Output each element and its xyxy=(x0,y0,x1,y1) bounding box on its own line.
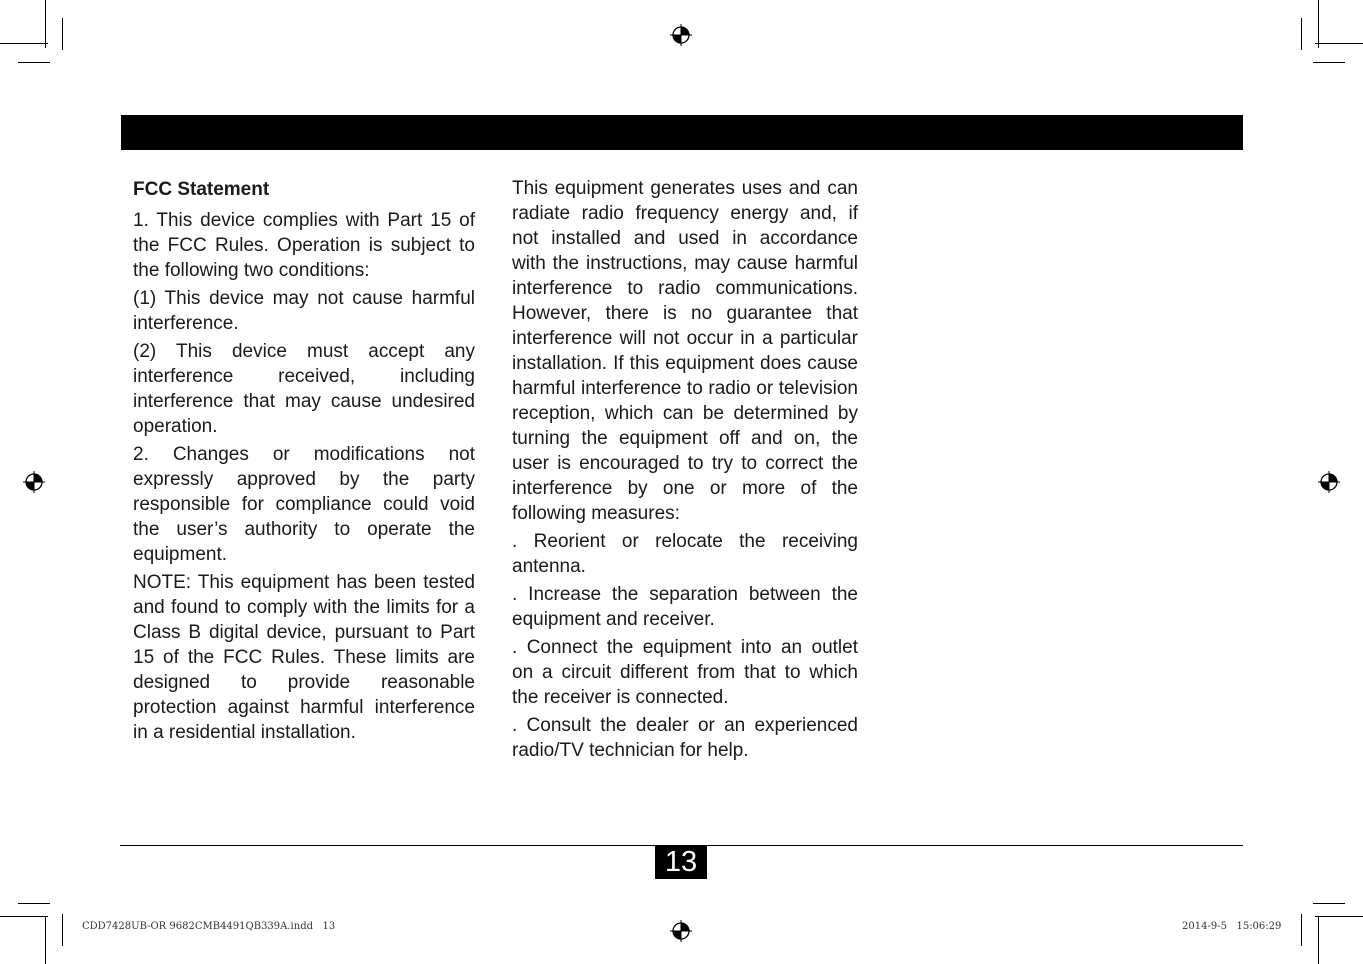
paragraph: (1) This device may not cause harmful interference. xyxy=(133,288,475,334)
right-column xyxy=(512,176,858,766)
crop-mark xyxy=(0,916,48,917)
paragraph: 1. This device complies with Part 15 of the FCC Rules. Operation is subject to the following two conditions: xyxy=(133,210,475,281)
crosshair-registration-icon xyxy=(23,471,45,493)
list-item: . Consult the dealer or an experienced radio/TV technician for help. xyxy=(512,715,858,761)
crop-mark xyxy=(1301,914,1302,946)
slug-datetime: 2014-9-5 15:06:29 xyxy=(1182,921,1282,932)
crop-mark xyxy=(18,903,50,904)
crop-mark xyxy=(45,0,46,48)
crop-mark xyxy=(1301,18,1302,50)
crop-mark xyxy=(1318,0,1319,48)
crop-mark xyxy=(1313,903,1345,904)
crop-mark xyxy=(1315,916,1363,917)
crop-mark xyxy=(62,18,63,50)
paragraph: This equipment generates uses and can radiate radio frequency energy and, if not installed and used in accordance with the instructions, may cause harmful interference to radio communications. However, there is no guarantee that interference will not occur in a particular installation. If this equipment does cause harmful interference to radio or television reception, which can be determined by turning the equipment off and on, the user is encouraged to try to correct the interference by one or more of the following measures: xyxy=(512,178,858,524)
left-column xyxy=(133,176,475,748)
crosshair-registration-icon xyxy=(670,920,692,942)
paragraph: 2. Changes or modifications not expressly approved by the party responsible for compliance could void the user’s authority to operate the equipment. xyxy=(133,444,475,565)
list-item: . Increase the separation between the equipment and receiver. xyxy=(512,584,858,630)
crop-mark xyxy=(62,914,63,946)
page-title: FCC Statement xyxy=(133,179,270,200)
crop-mark xyxy=(1313,62,1345,63)
crop-mark xyxy=(0,43,48,44)
page-number: 13 xyxy=(655,846,707,879)
crop-mark xyxy=(1315,43,1363,44)
crop-mark xyxy=(18,62,50,63)
paragraph: NOTE: This equipment has been tested and found to comply with the limits for a Class B digital device, pursuant to Part 15 of the FCC Rules. These limits are designed to provide reasonable protection against harmful interference in a residential installation. xyxy=(133,572,475,743)
crosshair-registration-icon xyxy=(670,24,692,46)
slug-file-info: CDD7428UB-OR 9682CMB4491QB339A.indd 13 xyxy=(82,921,336,932)
list-item: . Reorient or relocate the receiving antenna. xyxy=(512,531,858,577)
crop-mark xyxy=(45,916,46,964)
paragraph: (2) This device must accept any interference received, including interference that may cause undesired operation. xyxy=(133,341,475,437)
crop-mark xyxy=(1318,916,1319,964)
list-item: . Connect the equipment into an outlet on a circuit different from that to which the receiver is connected. xyxy=(512,637,858,708)
crosshair-registration-icon xyxy=(1318,471,1340,493)
header-bar xyxy=(121,115,1243,150)
